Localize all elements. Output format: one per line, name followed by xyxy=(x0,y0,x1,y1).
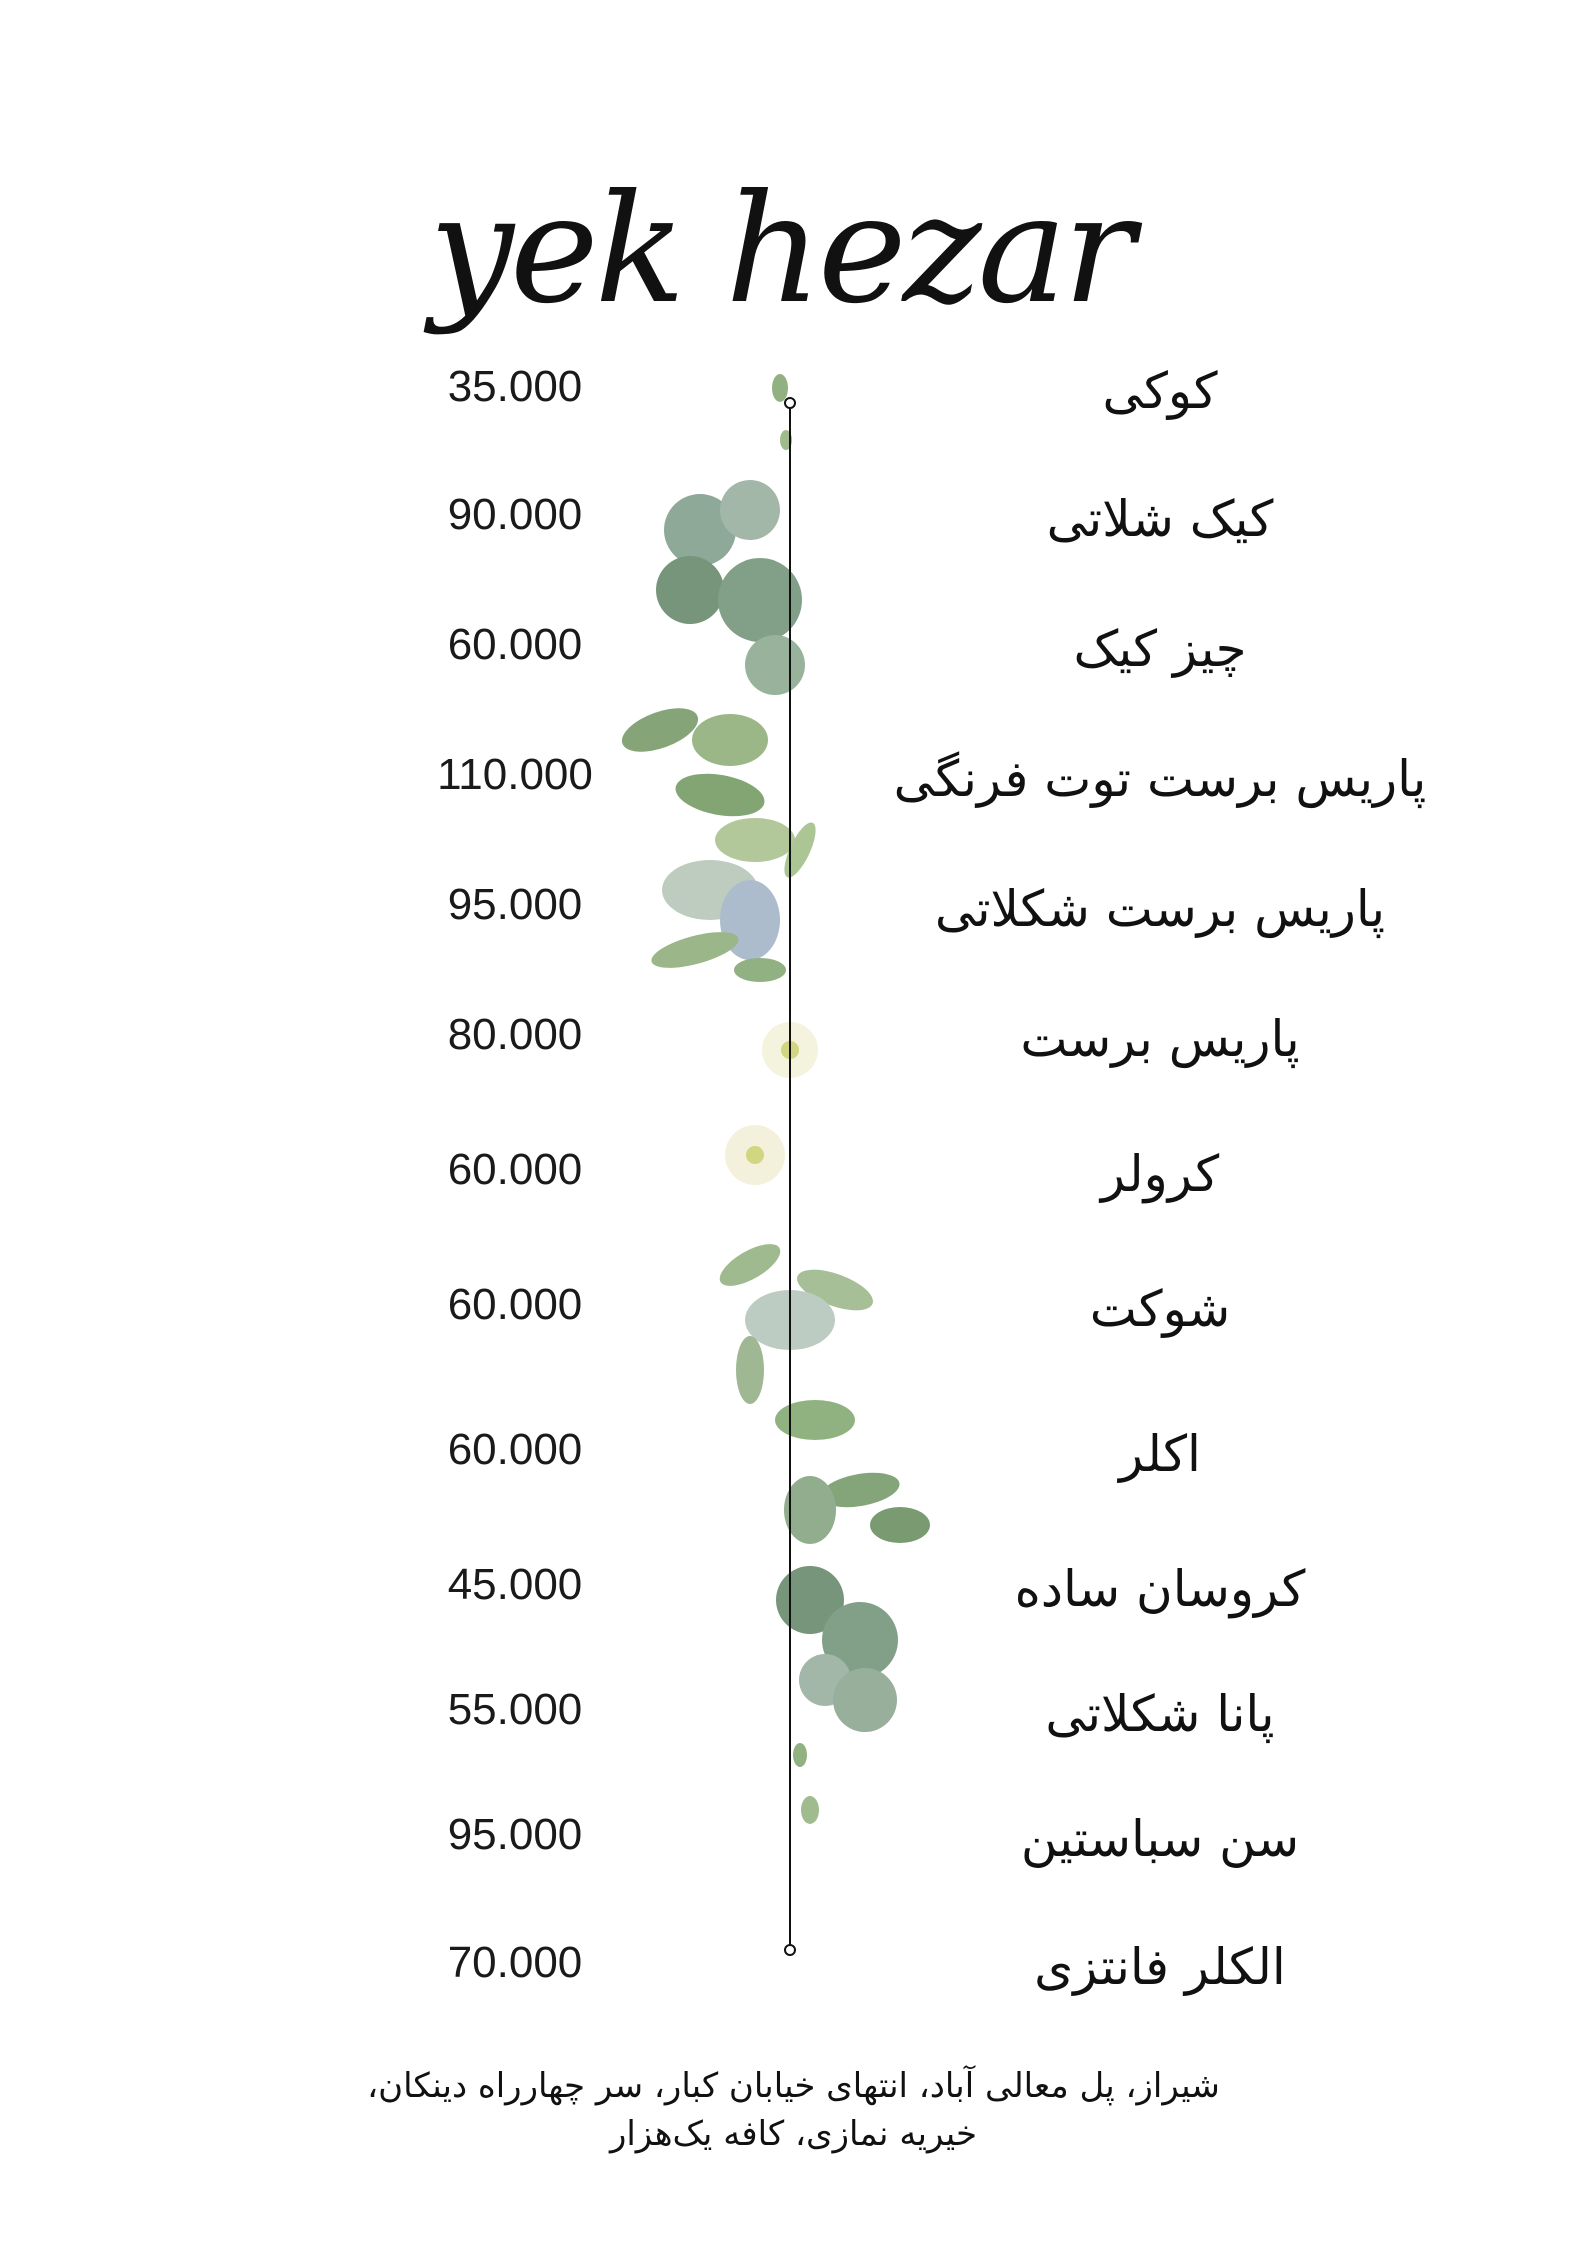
menu-row xyxy=(0,880,1587,960)
item-name: کیک شلاتی xyxy=(1046,490,1274,548)
menu-row xyxy=(0,1145,1587,1225)
item-price: 80.000 xyxy=(447,1010,583,1059)
item-price: 60.000 xyxy=(447,1145,583,1194)
menu-row xyxy=(0,750,1587,830)
item-name: کوکی xyxy=(1102,362,1218,420)
menu-row xyxy=(0,490,1587,570)
item-name: کرولر xyxy=(1100,1145,1220,1203)
menu-row xyxy=(0,1425,1587,1505)
item-name: پاریس برست توت فرنگی xyxy=(893,750,1427,808)
menu-row xyxy=(0,362,1587,442)
item-price: 95.000 xyxy=(447,880,583,929)
item-price: 70.000 xyxy=(447,1938,583,1987)
item-name: پاریس برست شکلاتی xyxy=(934,880,1386,938)
item-price: 55.000 xyxy=(447,1685,583,1734)
item-price: 110.000 xyxy=(437,750,593,799)
menu-row xyxy=(0,1938,1587,2018)
cafe-address xyxy=(250,2062,1337,2158)
item-price: 95.000 xyxy=(447,1810,583,1859)
item-name: پاریس برست xyxy=(1020,1010,1300,1068)
menu-row xyxy=(0,1010,1587,1090)
menu-row xyxy=(0,1280,1587,1360)
menu-row xyxy=(0,1685,1587,1765)
item-name: سن سباستین xyxy=(1020,1810,1300,1868)
menu-row xyxy=(0,1560,1587,1640)
item-name: پانا شکلاتی xyxy=(1045,1685,1275,1743)
address-line-1: شیراز، پل معالی آباد، انتهای خیابان کبار، سر چهارراه دینکان، xyxy=(367,2066,1220,2106)
item-price: 90.000 xyxy=(447,490,583,539)
item-price: 60.000 xyxy=(447,1280,583,1329)
item-name: چیز کیک xyxy=(1073,620,1247,678)
item-price: 60.000 xyxy=(447,1425,583,1474)
item-price: 45.000 xyxy=(447,1560,583,1609)
item-name: الکلر فانتزی xyxy=(1034,1938,1286,1996)
item-name: کروسان ساده xyxy=(1014,1560,1306,1618)
cafe-logo: yek hezar xyxy=(429,163,1131,337)
menu-row xyxy=(0,1810,1587,1890)
item-name: اکلر xyxy=(1119,1425,1201,1483)
item-name: شوکت xyxy=(1089,1280,1231,1338)
item-price: 35.000 xyxy=(447,362,583,411)
item-price: 60.000 xyxy=(447,620,583,669)
menu-row xyxy=(0,620,1587,700)
address-line-2: خیریه نمازی، کافه یک‌هزار xyxy=(609,2114,978,2154)
